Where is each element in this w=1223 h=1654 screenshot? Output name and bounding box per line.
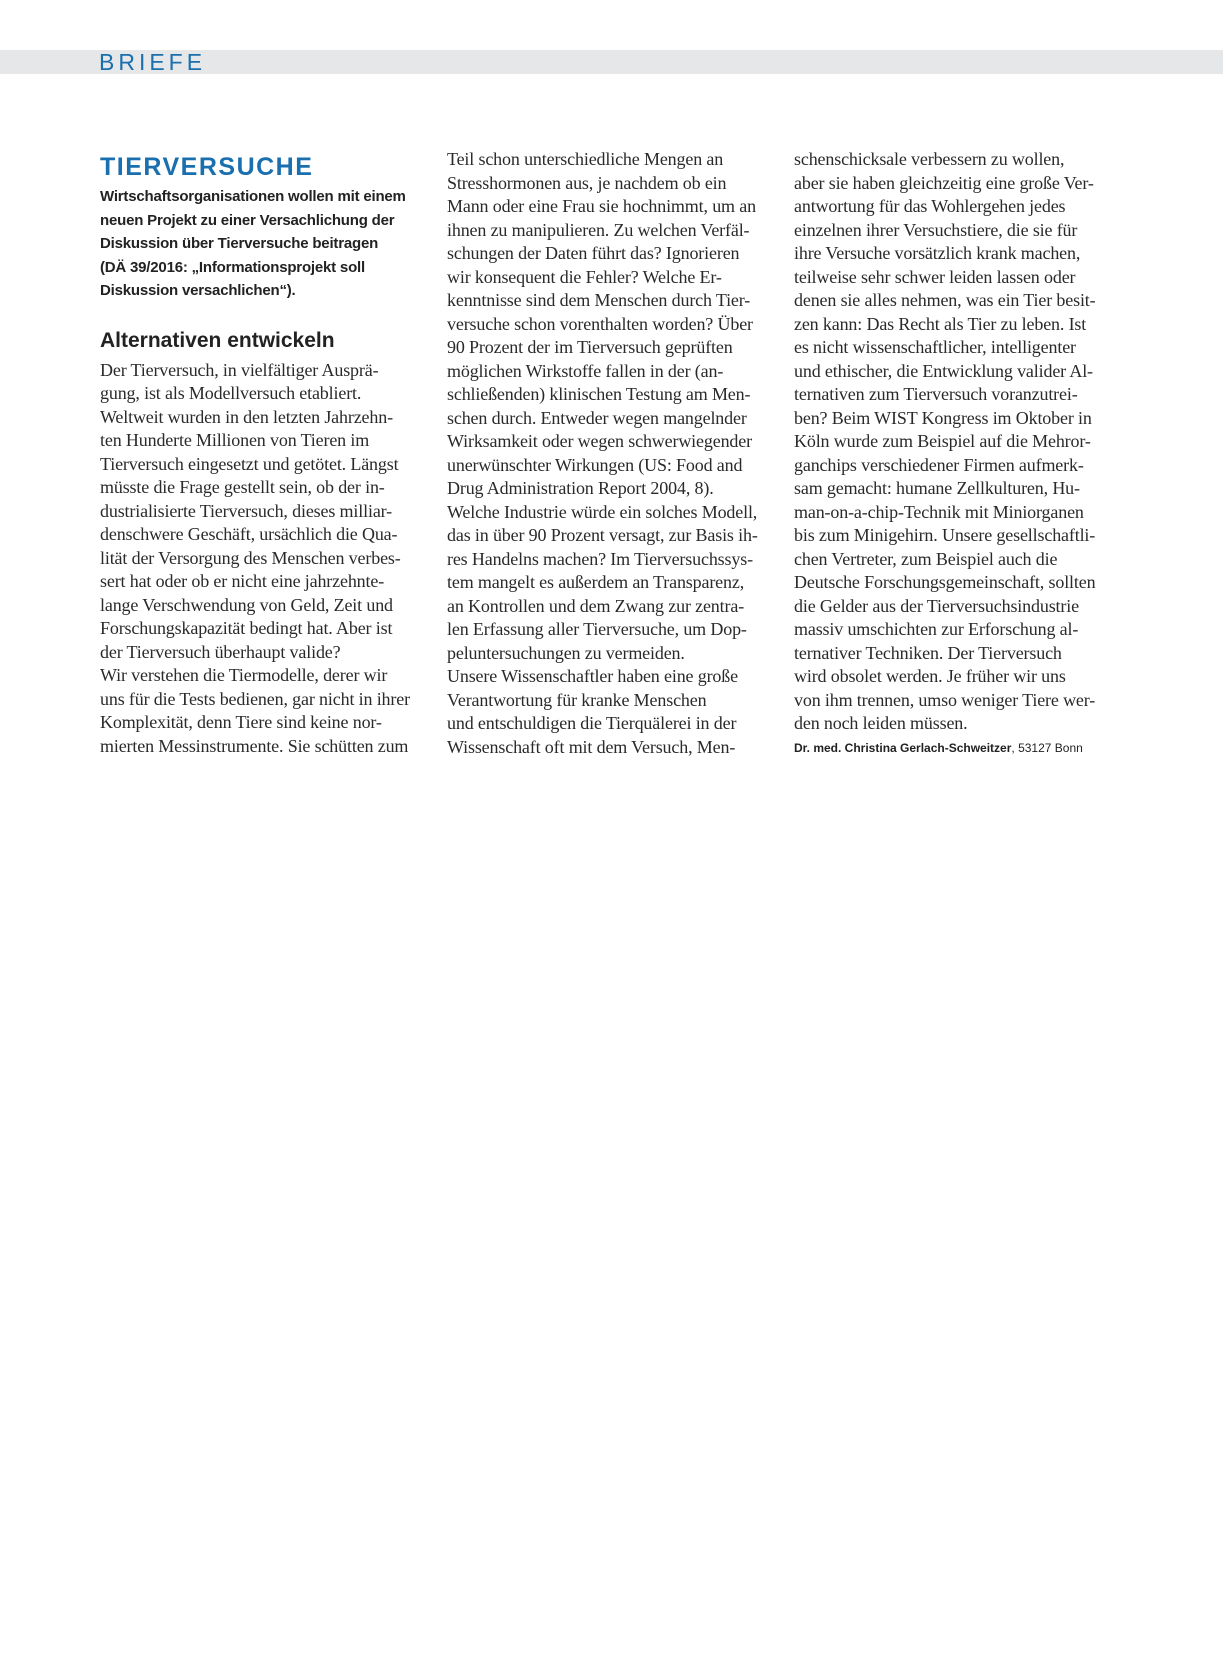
text-line: Tierversuch eingesetzt und getötet. Längst: [100, 453, 399, 474]
text-line: möglichen Wirkstoffe fallen in der (an-: [447, 360, 724, 381]
text-line: 90 Prozent der im Tierversuch geprüften: [447, 337, 733, 357]
text-line: schenschicksale verbessern zu wollen,: [794, 149, 1065, 169]
intro-line: (DÄ 39/2016: „Informationsprojekt soll: [100, 258, 365, 276]
text-line: versuche schon vorenthalten worden? Über: [447, 313, 753, 334]
text-line: denschwere Geschäft, ursächlich die Qua-: [100, 524, 398, 544]
article-intro: [100, 185, 428, 303]
text-line: es nicht wissenschaftlicher, intelligenter: [794, 337, 1076, 357]
text-line: res Handelns machen? Im Tierversuchssys-: [447, 548, 753, 569]
text-line: uns für die Tests bedienen, gar nicht in ihrer: [100, 688, 410, 709]
text-line: das in über 90 Prozent versagt, zur Basis ih-: [447, 525, 758, 545]
text-line: schungen der Daten führt das? Ignorieren: [447, 243, 740, 263]
intro-line: Wirtschaftsorganisationen wollen mit einem: [100, 188, 406, 205]
text-line: ten Hunderte Millionen von Tieren im: [100, 430, 370, 450]
text-line: ihnen zu manipulieren. Zu welchen Verfäl-: [447, 219, 750, 240]
text-line: antwortung für das Wohlergehen jedes: [794, 196, 1066, 216]
text-line: und entschuldigen die Tierquälerei in der: [447, 713, 737, 733]
text-line: von ihm trennen, umso weniger Tiere wer-: [794, 689, 1096, 710]
body-text-column-3: [794, 148, 1122, 736]
text-line: man-on-a-chip-Technik mit Miniorganen: [794, 501, 1084, 522]
text-line: Wissenschaft oft mit dem Versuch, Men-: [447, 736, 736, 757]
text-line: ganchips verschiedener Firmen aufmerk-: [794, 454, 1084, 475]
text-line: Der Tierversuch, in vielfältiger Ausprä-: [100, 359, 379, 380]
text-line: die Gelder aus der Tierversuchsindustrie: [794, 595, 1079, 616]
text-line: mierten Messinstrumente. Sie schütten zum: [100, 735, 409, 756]
intro-line: neuen Projekt zu einer Versachlichung der: [100, 211, 395, 229]
text-line: den noch leiden müssen.: [794, 713, 968, 733]
text-line: dustrialisierte Tierversuch, dieses milliar-: [100, 500, 392, 521]
text-line: schen durch. Entweder wegen mangelnder: [447, 407, 747, 428]
text-line: Stresshormonen aus, je nachdem ob ein: [447, 172, 727, 193]
text-line: Verantwortung für kranke Menschen: [447, 689, 707, 710]
letter-signature: [794, 739, 1122, 757]
signature-name: Dr. med. Christina Gerlach-Schweitzer: [794, 740, 1012, 755]
intro-line: Diskussion über Tierversuche beitragen: [100, 235, 379, 252]
text-line: Köln wurde zum Beispiel auf die Mehror-: [794, 431, 1091, 451]
text-line: gung, ist als Modellversuch etabliert.: [100, 383, 362, 403]
article-column-1: [100, 148, 428, 758]
text-line: einzelnen ihrer Versuchstiere, die sie für: [794, 219, 1078, 240]
text-line: zen kann: Das Recht als Tier zu leben. Ist: [794, 313, 1087, 334]
text-line: sert hat oder ob er nicht eine jahrzehnte-: [100, 571, 385, 591]
article-column-3: [794, 148, 1122, 757]
article-title: TIERVERSUCHE: [100, 153, 314, 181]
signature-location: , 53127 Bonn: [1011, 740, 1083, 755]
text-line: peluntersuchungen zu vermeiden.: [447, 642, 685, 663]
text-line: denen sie alles nehmen, was ein Tier besit-: [794, 290, 1096, 310]
text-line: chen Vertreter, zum Beispiel auch die: [794, 548, 1058, 569]
text-line: wird obsolet werden. Je früher wir uns: [794, 666, 1066, 686]
text-line: Wirksamkeit oder wegen schwerwiegender: [447, 431, 752, 451]
text-line: Welche Industrie würde ein solches Modell,: [447, 501, 758, 522]
text-line: ternativer Techniken. Der Tierversuch: [794, 642, 1062, 663]
text-line: Weltweit wurden in den letzten Jahrzehn-: [100, 406, 393, 427]
text-line: Wir verstehen die Tiermodelle, derer wir: [100, 665, 388, 685]
text-line: tem mangelt es außerdem an Transparenz,: [447, 572, 745, 592]
text-line: Forschungskapazität bedingt hat. Aber ist: [100, 618, 393, 638]
article-column-2: [447, 148, 775, 759]
text-line: ben? Beim WIST Kongress im Oktober in: [794, 407, 1092, 428]
text-line: wir konsequent die Fehler? Welche Er-: [447, 266, 722, 287]
text-line: Komplexität, denn Tiere sind keine nor-: [100, 712, 382, 732]
text-line: Deutsche Forschungsgemeinschaft, sollten: [794, 572, 1096, 592]
text-line: teilweise sehr schwer leiden lassen oder: [794, 266, 1076, 287]
text-line: aber sie haben gleichzeitig eine große Ver-: [794, 172, 1094, 193]
section-label: BRIEFE: [99, 49, 207, 75]
text-line: bis zum Minigehirn. Unsere gesellschaftli-: [794, 525, 1096, 545]
text-line: Mann oder eine Frau sie hochnimmt, um an: [447, 196, 756, 216]
text-line: lität der Versorgung des Menschen verbes-: [100, 547, 401, 568]
text-line: und ethischer, die Entwicklung valider Al-: [794, 360, 1093, 381]
text-line: Drug Administration Report 2004, 8).: [447, 478, 714, 498]
text-line: ternativen zum Tierversuch voranzutrei-: [794, 384, 1078, 404]
body-text-column-1: [100, 359, 428, 759]
text-line: ihre Versuche vorsätzlich krank machen,: [794, 243, 1081, 263]
intro-line: Diskussion versachlichen“).: [100, 282, 296, 299]
text-line: Teil schon unterschiedliche Mengen an: [447, 149, 724, 169]
article-subheading: Alternativen entwickeln: [100, 328, 335, 352]
text-line: der Tierversuch überhaupt valide?: [100, 641, 341, 662]
text-line: sam gemacht: humane Zellkulturen, Hu-: [794, 478, 1080, 498]
text-line: massiv umschichten zur Erforschung al-: [794, 619, 1079, 639]
text-line: unerwünschter Wirkungen (US: Food and: [447, 454, 743, 475]
text-line: an Kontrollen und dem Zwang zur zentra-: [447, 595, 745, 616]
text-line: len Erfassung aller Tierversuche, um Dop-: [447, 619, 747, 639]
text-line: Unsere Wissenschaftler haben eine große: [447, 666, 738, 686]
body-text-column-2: [447, 148, 775, 759]
text-line: schließenden) klinischen Testung am Men-: [447, 384, 751, 404]
text-line: müsste die Frage gestellt sein, ob der in-: [100, 477, 385, 497]
text-line: lange Verschwendung von Geld, Zeit und: [100, 594, 393, 615]
text-line: kenntnisse sind dem Menschen durch Tier-: [447, 290, 751, 310]
